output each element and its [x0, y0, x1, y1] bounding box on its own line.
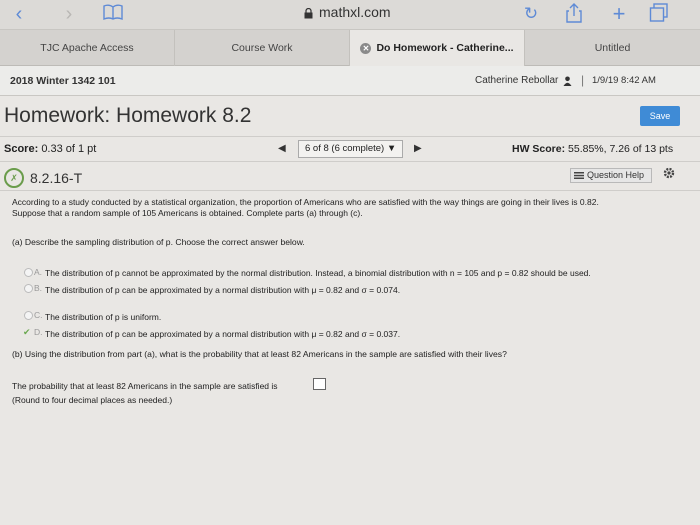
score-bar: [0, 136, 700, 162]
gear-icon[interactable]: [662, 166, 676, 180]
previous-question-icon[interactable]: ◀: [278, 143, 286, 154]
divider: [0, 190, 700, 191]
question-text-line1: According to a study conducted by a statistical organization, the proportion of Americans who are satisfied with the way things are going in their lives is 0.82.: [12, 197, 599, 207]
checkmark-icon: ✔: [23, 327, 31, 337]
reload-icon[interactable]: ↻: [523, 4, 539, 23]
question-help-button[interactable]: Question Help: [570, 168, 652, 183]
course-bar: [0, 66, 700, 96]
tab-tjc-apache-access[interactable]: TJC Apache Access: [0, 30, 175, 66]
book-icon[interactable]: [100, 3, 126, 25]
answer-input[interactable]: [313, 378, 326, 390]
share-icon[interactable]: [563, 3, 585, 25]
option-a-radio[interactable]: [24, 268, 33, 277]
option-c-letter: C.: [34, 310, 43, 320]
user-name[interactable]: Catherine Rebollar: [475, 75, 559, 86]
answer-prompt: The probability that at least 82 Americans in the sample are satisfied is: [12, 381, 278, 391]
question-text-line2: Suppose that a random sample of 105 Americans is obtained. Complete parts (a) through (c).: [12, 208, 363, 218]
option-c-radio[interactable]: [24, 311, 33, 320]
option-a-letter: A.: [34, 267, 43, 277]
browser-toolbar: [0, 0, 700, 30]
question-id: 8.2.16-T: [30, 170, 83, 186]
dropdown-arrow-icon: ▼: [386, 143, 397, 154]
plus-icon[interactable]: +: [612, 1, 626, 26]
option-a-text[interactable]: The distribution of p cannot be approximated by the normal distribution. Instead, a binomial distribution with n = 105 and p = 0.82 should be used.: [45, 268, 591, 278]
partial-credit-icon: ✗: [4, 168, 24, 188]
chevron-left-icon[interactable]: ‹: [15, 3, 23, 25]
person-icon: [563, 76, 572, 86]
hw-score: HW Score: 55.85%, 7.26 of 13 pts: [512, 143, 674, 155]
option-b-letter: B.: [34, 283, 43, 293]
next-question-icon[interactable]: ▶: [414, 143, 422, 154]
separator: |: [581, 73, 585, 87]
option-b-text[interactable]: The distribution of p can be approximated by a normal distribution with μ = 0.82 and σ = 0.074.: [45, 285, 401, 295]
part-b-prompt: (b) Using the distribution from part (a), what is the probability that at least 82 Americans in the sample are satisfied with their lives?: [12, 349, 507, 359]
url-field[interactable]: mathxl.com: [319, 4, 391, 20]
option-d-text[interactable]: The distribution of p can be approximated by a normal distribution with μ = 0.82 and σ = 0.037.: [45, 329, 401, 339]
option-d-letter: D.: [34, 327, 43, 337]
page-title: Homework: Homework 8.2: [4, 104, 252, 127]
round-note: (Round to four decimal places as needed.): [12, 395, 173, 405]
tab-untitled[interactable]: Untitled: [594, 42, 631, 54]
option-b-radio[interactable]: [24, 284, 33, 293]
tab-bar: [0, 30, 700, 66]
option-c-text[interactable]: The distribution of p is uniform.: [45, 312, 162, 322]
tabs-icon[interactable]: [648, 3, 670, 25]
chevron-right-icon[interactable]: ›: [65, 3, 73, 25]
course-name: 2018 Winter 1342 101: [10, 75, 116, 87]
score: Score: 0.33 of 1 pt: [4, 143, 97, 155]
datetime: 1/9/19 8:42 AM: [592, 75, 656, 86]
save-button[interactable]: Save: [640, 106, 680, 126]
tab-do-homework[interactable]: ✕ Do Homework - Catherine...: [350, 30, 525, 66]
close-tab-icon[interactable]: ✕: [360, 43, 371, 54]
question-selector[interactable]: 6 of 8 (6 complete) ▼: [298, 140, 403, 158]
list-icon: [574, 172, 584, 179]
tab-course-work[interactable]: Course Work: [175, 30, 350, 66]
part-a-prompt: (a) Describe the sampling distribution of p. Choose the correct answer below.: [12, 237, 305, 247]
